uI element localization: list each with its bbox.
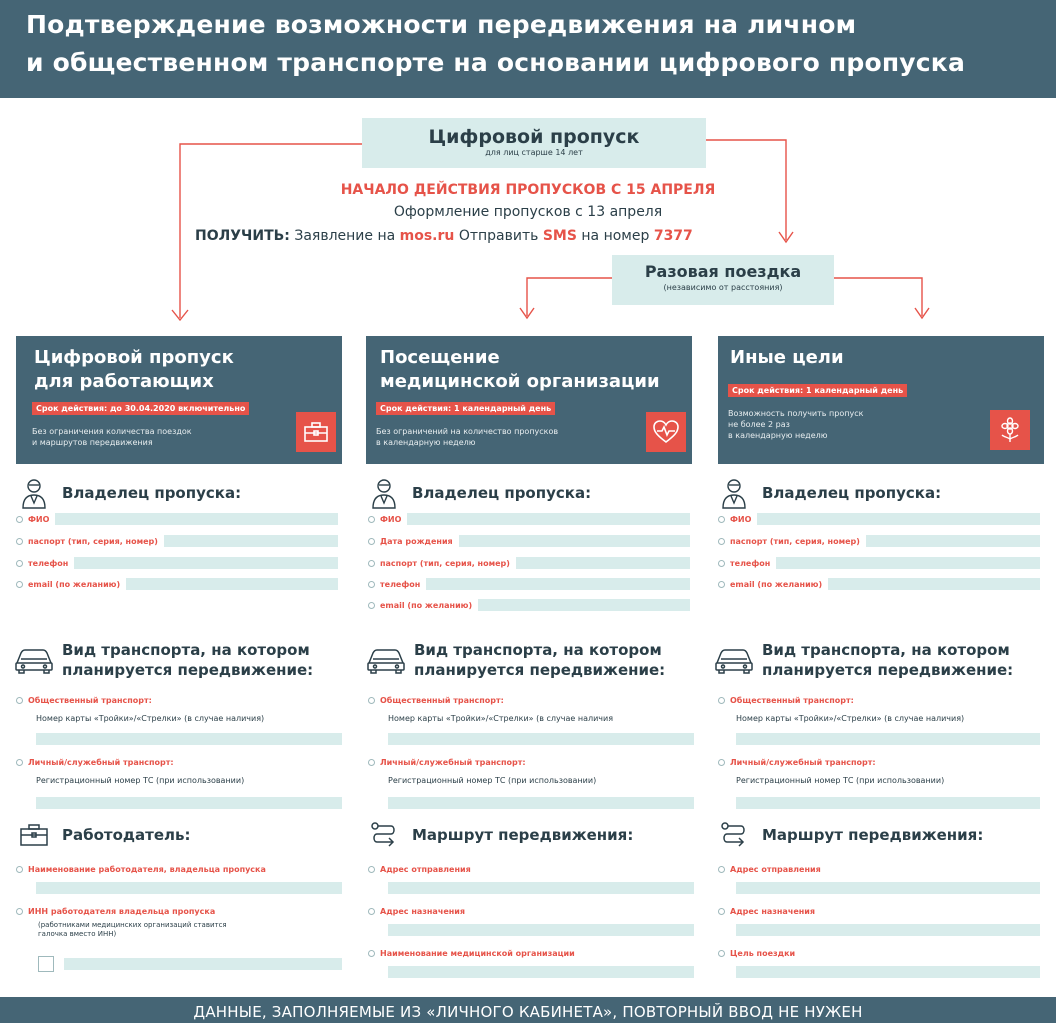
field-label: телефон — [730, 558, 771, 568]
get-on-number: на номер — [581, 228, 650, 244]
column-note-line-3: в календарную неделю — [728, 431, 828, 440]
flow-arrows — [0, 0, 1056, 340]
get-label: ПОЛУЧИТЬ: — [195, 228, 290, 244]
column-title — [34, 346, 234, 394]
route-section-title — [714, 818, 983, 852]
inn-note — [38, 921, 227, 939]
field-label: email (по желанию) — [28, 579, 121, 589]
field-input[interactable] — [776, 557, 1040, 569]
get-application: Заявление на — [294, 228, 396, 244]
field-label: ИНН работодателя владельца пропуска — [28, 906, 216, 916]
personal-transport-label — [16, 754, 336, 770]
vehicle-number-label: Регистрационный номер ТС (при использовании) — [736, 776, 945, 785]
employer-section-title — [14, 818, 190, 852]
troika-card-input[interactable] — [736, 733, 1040, 745]
field-label: Адрес назначения — [380, 906, 466, 916]
employer-name-label — [16, 861, 342, 877]
flower-icon — [990, 410, 1030, 450]
field-label: Личный/служебный транспорт: — [380, 757, 526, 767]
column-note — [728, 408, 863, 441]
term-badge: Срок действия: 1 календарный день — [376, 402, 555, 415]
field-label: Личный/служебный транспорт: — [28, 757, 174, 767]
car-icon — [14, 643, 54, 677]
field-email[interactable] — [16, 576, 338, 592]
field-label: ФИО — [730, 514, 752, 524]
prep-date-text: Оформление пропусков с 13 апреля — [393, 204, 663, 220]
transport-title-line-2: планируется передвижение: — [414, 661, 666, 679]
personal-transport-label — [718, 754, 1038, 770]
vehicle-number-label: Регистрационный номер ТС (при использовании) — [388, 776, 597, 785]
column-title: Иные цели — [730, 347, 844, 368]
medical-org-label — [368, 945, 694, 961]
vehicle-number-label: Регистрационный номер ТС (при использовании) — [36, 776, 245, 785]
field-label: Цель поездки — [730, 948, 796, 958]
column-title — [380, 346, 660, 394]
field-label: ФИО — [28, 514, 50, 524]
car-icon — [366, 643, 406, 677]
column-note — [376, 426, 558, 448]
field-fio[interactable] — [368, 511, 690, 527]
public-transport-label — [718, 692, 1038, 708]
section-title-text: Работодатель: — [62, 826, 191, 844]
digital-pass-subtitle: для лиц старше 14 лет — [485, 148, 583, 157]
employer-inn-label — [16, 903, 342, 919]
field-input[interactable] — [459, 535, 690, 547]
owner-title-text: Владелец пропуска: — [62, 484, 242, 502]
person-icon — [364, 476, 404, 510]
field-label: Адрес отправления — [380, 864, 471, 874]
arrow-to-medical — [527, 278, 612, 316]
troika-card-label: Номер карты «Тройки»/«Стрелки» (в случае наличия) — [36, 714, 265, 723]
column-title-line-2: медицинской организации — [380, 371, 660, 392]
field-label: телефон — [28, 558, 69, 568]
field-input[interactable] — [55, 513, 338, 525]
field-label: Наименование медицинской организации — [380, 948, 575, 958]
field-fio[interactable] — [718, 511, 1040, 527]
column-note-line-1: Без ограничения количества поездок — [32, 427, 192, 436]
field-label: паспорт (тип, серия, номер) — [28, 536, 158, 546]
departure-address-label — [368, 861, 694, 877]
field-passport[interactable] — [718, 533, 1040, 549]
column-note-line-2: и маршрутов передвижения — [32, 438, 153, 447]
get-send: Отправить — [458, 228, 539, 244]
header-title-line-2: и общественном транспорте на основании цифрового пропуска — [26, 48, 966, 77]
departure-address-input[interactable] — [736, 882, 1040, 894]
person-icon — [714, 476, 754, 510]
transport-title-text — [62, 640, 313, 680]
field-phone[interactable] — [718, 555, 1040, 571]
field-label: Дата рождения — [380, 536, 453, 546]
departure-address-label — [718, 861, 1040, 877]
header-title-line-1: Подтверждение возможности передвижения на личном — [26, 10, 857, 39]
car-icon — [714, 643, 754, 677]
briefcase-icon — [14, 818, 54, 852]
transport-title-line-2: планируется передвижение: — [762, 661, 1014, 679]
transport-section-title — [714, 640, 1013, 680]
field-email[interactable] — [718, 576, 1040, 592]
term-badge: Срок действия: 1 календарный день — [728, 384, 907, 397]
field-email[interactable] — [368, 597, 690, 613]
field-input[interactable] — [866, 535, 1040, 547]
route-icon — [714, 818, 754, 852]
briefcase-icon — [296, 412, 336, 452]
field-label: паспорт (тип, серия, номер) — [380, 558, 510, 568]
transport-title-line-1: Вид транспорта, на котором — [62, 641, 310, 659]
destination-address-input[interactable] — [736, 924, 1040, 936]
field-label: телефон — [380, 579, 421, 589]
column-title-line-1: Цифровой пропуск — [34, 347, 234, 368]
field-input[interactable] — [426, 578, 690, 590]
transport-section-title — [14, 640, 313, 680]
employer-name-input[interactable] — [36, 882, 342, 894]
public-transport-label — [368, 692, 688, 708]
digital-pass-title: Цифровой пропуск — [428, 126, 640, 148]
field-fio[interactable] — [16, 511, 338, 527]
column-other-header — [718, 336, 1044, 464]
mos-ru-link[interactable]: mos.ru — [399, 228, 455, 244]
trip-purpose-input[interactable] — [736, 966, 1040, 978]
field-label: email (по желанию) — [380, 600, 473, 610]
transport-title-line-1: Вид транспорта, на котором — [414, 641, 662, 659]
owner-title-text: Владелец пропуска: — [412, 484, 592, 502]
column-title-line-1: Посещение — [380, 347, 500, 368]
trip-purpose-label — [718, 945, 1040, 961]
troika-card-label: Номер карты «Тройки»/«Стрелки» (в случае наличия) — [736, 714, 965, 723]
field-label: email (по желанию) — [730, 579, 823, 589]
arrow-to-other — [834, 278, 922, 316]
section-title-text: Маршрут передвижения: — [762, 826, 984, 844]
field-passport[interactable] — [368, 555, 690, 571]
sms-label: SMS — [542, 228, 577, 244]
field-label: Общественный транспорт: — [28, 695, 152, 705]
transport-title-line-1: Вид транспорта, на котором — [762, 641, 1010, 659]
digital-pass-box — [362, 118, 706, 168]
troika-card-label: Номер карты «Тройки»/«Стрелки» (в случае наличия — [388, 714, 614, 723]
route-icon — [364, 818, 404, 852]
vehicle-number-input[interactable] — [388, 797, 694, 809]
transport-title-line-2: планируется передвижение: — [62, 661, 314, 679]
employer-inn-input[interactable] — [64, 958, 342, 970]
one-trip-subtitle: (независимо от расстояния) — [663, 283, 783, 292]
term-badge: Срок действия: до 30.04.2020 включительно — [32, 402, 249, 415]
field-label: Адрес назначения — [730, 906, 816, 916]
route-section-title — [364, 818, 633, 852]
person-icon — [14, 476, 54, 510]
field-input[interactable] — [164, 535, 338, 547]
column-note-line-2: не более 2 раз — [728, 420, 790, 429]
footer-note: ДАННЫЕ, ЗАПОЛНЯЕМЫЕ ИЗ «ЛИЧНОГО КАБИНЕТА», ПОВТОРНЫЙ ВВОД НЕ НУЖЕН — [0, 997, 1056, 1023]
public-transport-label — [16, 692, 336, 708]
section-title-text: Маршрут передвижения: — [412, 826, 634, 844]
field-label: Адрес отправления — [730, 864, 821, 874]
owner-title-text: Владелец пропуска: — [762, 484, 942, 502]
field-input[interactable] — [757, 513, 1040, 525]
medical-worker-checkbox[interactable] — [38, 956, 54, 972]
field-label: паспорт (тип, серия, номер) — [730, 536, 860, 546]
medical-org-input[interactable] — [388, 966, 694, 978]
field-input[interactable] — [478, 599, 690, 611]
transport-title-text — [762, 640, 1013, 680]
column-title-line-2: для работающих — [34, 371, 214, 392]
column-medical-header — [366, 336, 692, 464]
owner-section-title — [14, 476, 241, 510]
owner-section-title — [364, 476, 591, 510]
destination-address-input[interactable] — [388, 924, 694, 936]
vehicle-number-input[interactable] — [36, 797, 342, 809]
field-phone[interactable] — [16, 555, 338, 571]
field-label: Общественный транспорт: — [730, 695, 854, 705]
field-label: Личный/служебный транспорт: — [730, 757, 876, 767]
column-note — [32, 426, 192, 448]
troika-card-input[interactable] — [388, 733, 694, 745]
field-input[interactable] — [516, 557, 690, 569]
troika-card-input[interactable] — [36, 733, 342, 745]
inn-note-line-2: галочка вместо ИНН) — [38, 930, 117, 938]
destination-address-label — [368, 903, 694, 919]
column-note-line-1: Без ограничений на количество пропусков — [376, 427, 559, 436]
transport-section-title — [366, 640, 665, 680]
one-trip-title: Разовая поездка — [644, 262, 802, 281]
field-input[interactable] — [74, 557, 338, 569]
owner-section-title — [714, 476, 941, 510]
field-passport[interactable] — [16, 533, 338, 549]
heart-pulse-icon — [646, 412, 686, 452]
field-birth-date[interactable] — [368, 533, 690, 549]
field-phone[interactable] — [368, 576, 690, 592]
sms-number: 7377 — [653, 228, 693, 244]
column-workers-header — [16, 336, 342, 464]
vehicle-number-input[interactable] — [736, 797, 1040, 809]
one-trip-box — [612, 255, 834, 305]
field-input[interactable] — [828, 578, 1040, 590]
personal-transport-label — [368, 754, 688, 770]
start-date-text: НАЧАЛО ДЕЙСТВИЯ ПРОПУСКОВ С 15 АПРЕЛЯ — [340, 182, 716, 198]
field-label: Наименование работодателя, владельца пропуска — [28, 864, 266, 874]
inn-note-line-1: (работниками медицинских организаций ставится — [38, 921, 227, 929]
field-input[interactable] — [126, 578, 338, 590]
column-note-line-2: в календарную неделю — [376, 438, 476, 447]
get-instructions — [195, 228, 693, 244]
field-input[interactable] — [407, 513, 690, 525]
transport-title-text — [414, 640, 665, 680]
destination-address-label — [718, 903, 1040, 919]
field-label: ФИО — [380, 514, 402, 524]
departure-address-input[interactable] — [388, 882, 694, 894]
column-note-line-1: Возможность получить пропуск — [728, 409, 864, 418]
field-label: Общественный транспорт: — [380, 695, 504, 705]
